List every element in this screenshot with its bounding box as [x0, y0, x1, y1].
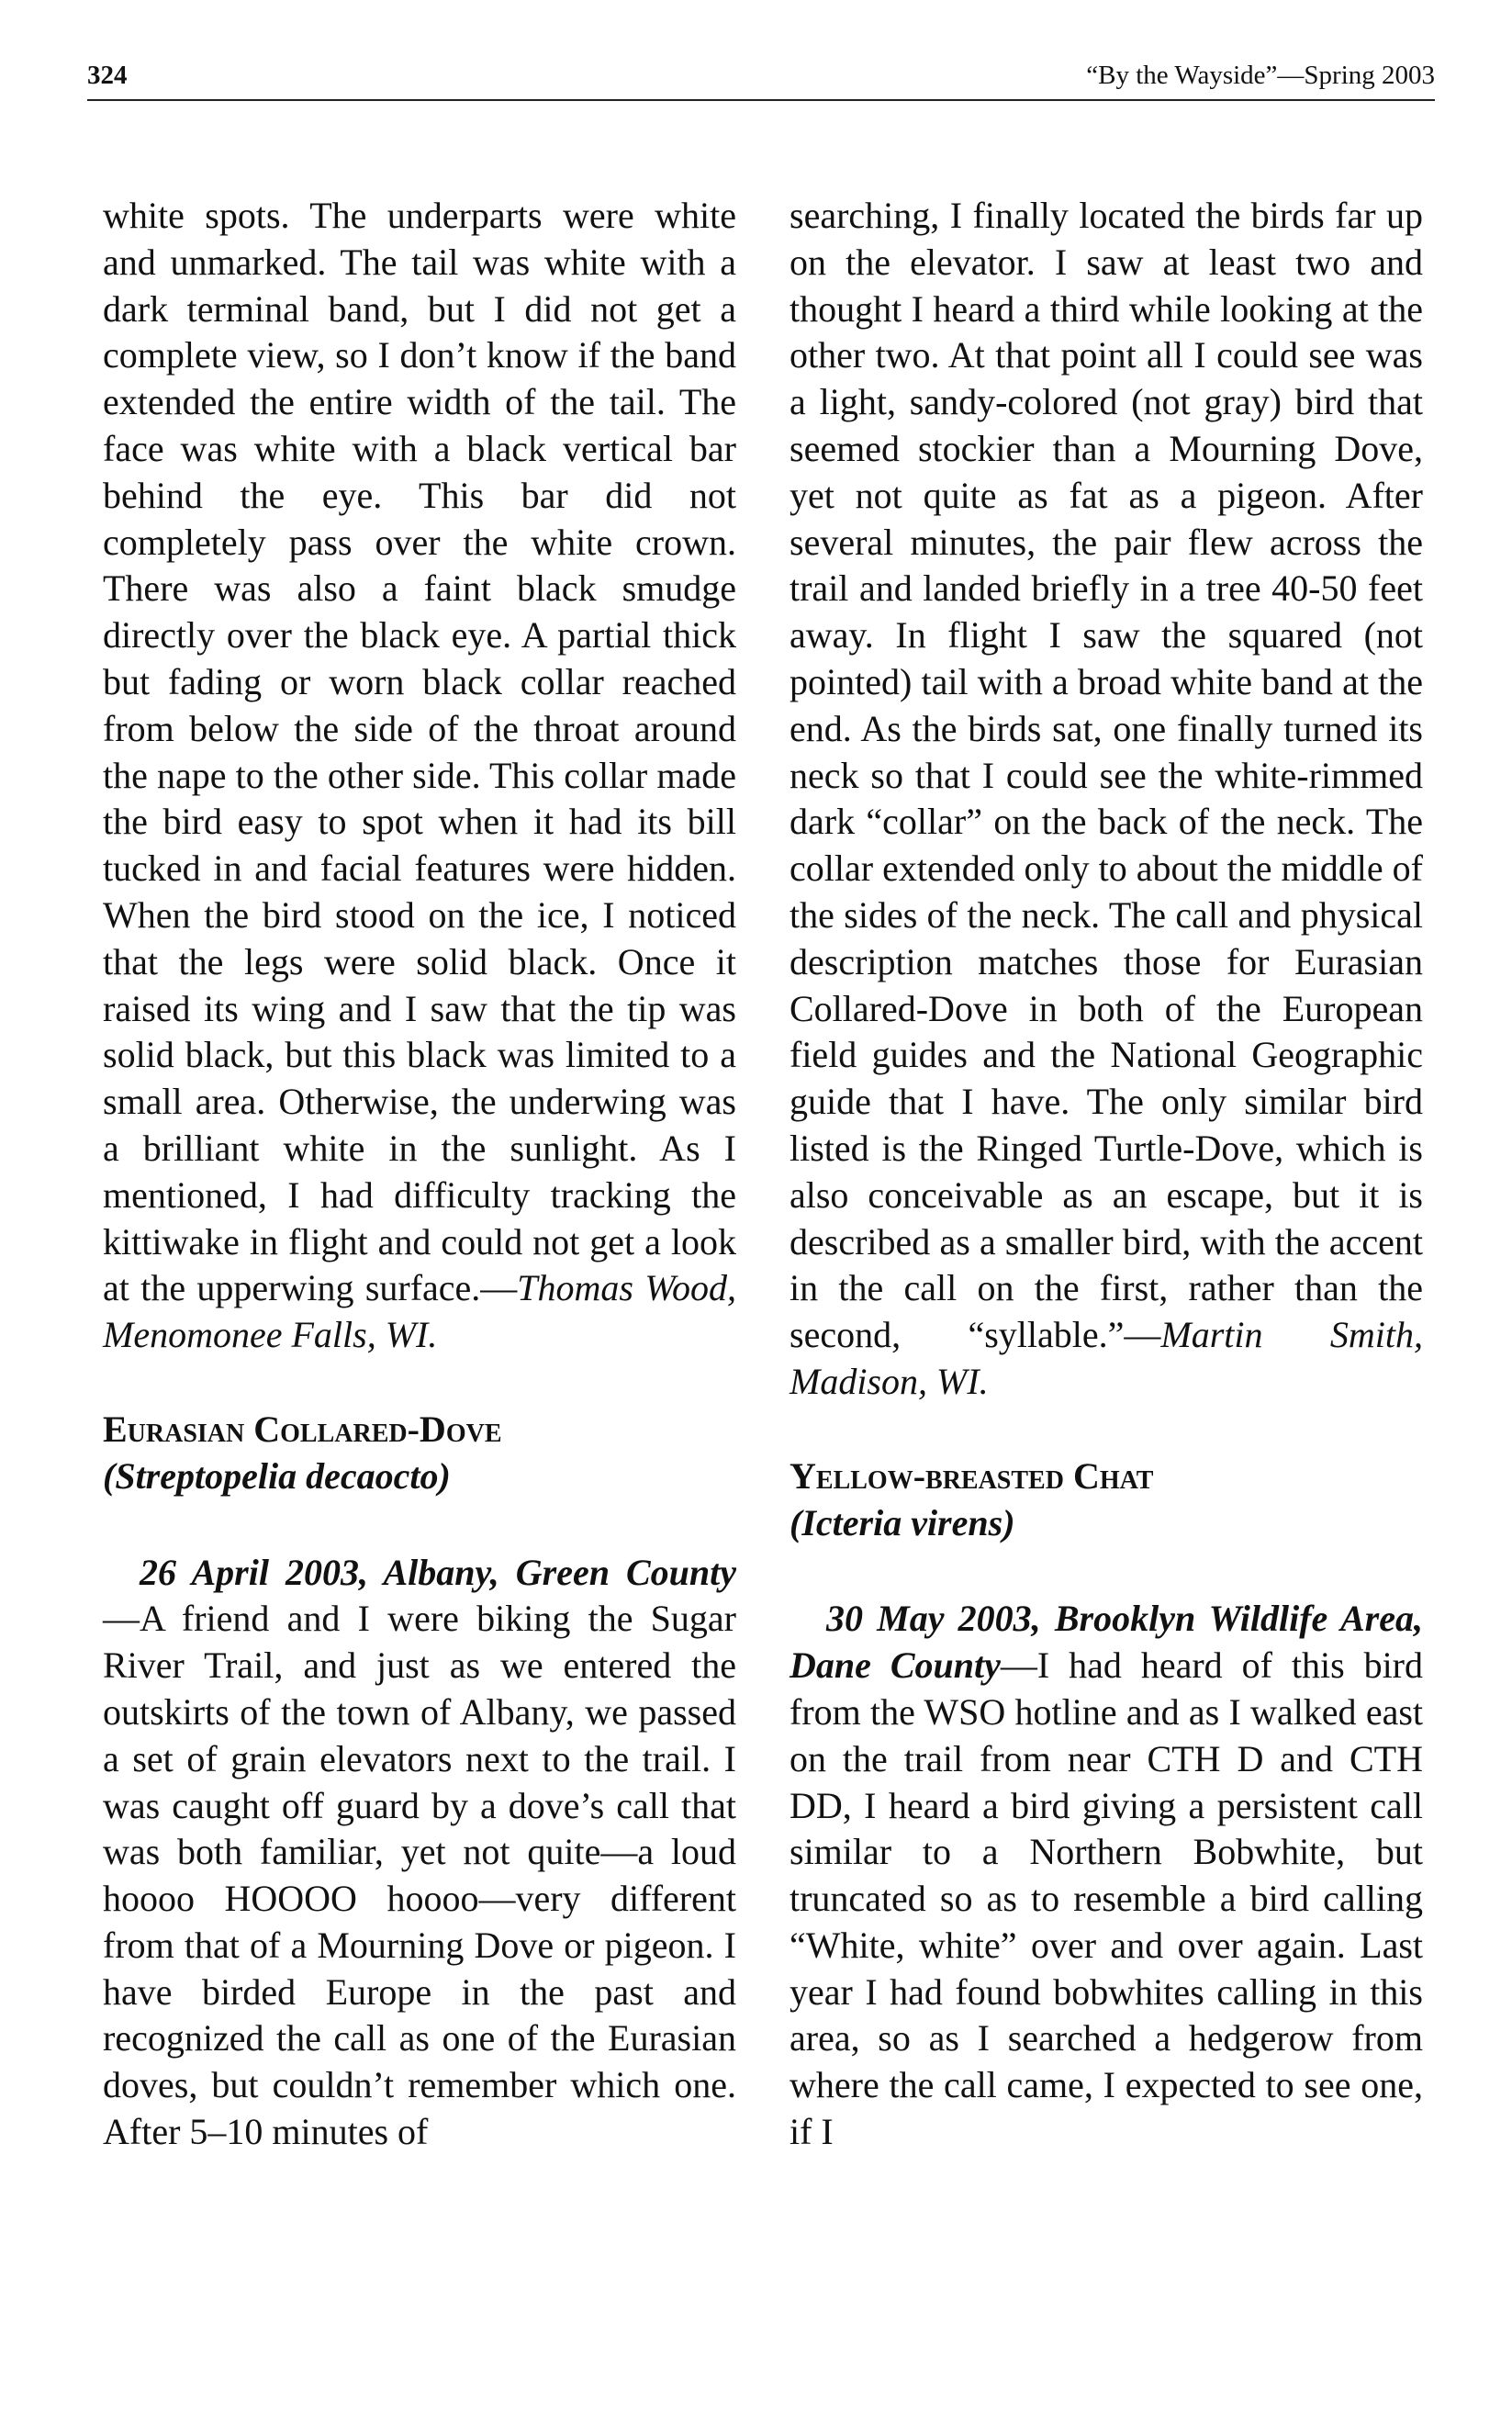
collared-dove-account-text: —A friend and I were biking the Sugar River Trail, and just as we entered the outskirts of the town of Albany, we passed a set of grain elevators next to the trail. I was caught off guard by a dove’s call that was both familiar, yet not quite—a loud hoooo HOOOO hoooo—very different from that of a Mourning Dove or pigeon. I have birded Europe in the past and recognized the call as one of the Eurasian doves, but couldn’t remember which one. After 5–10 minutes of	[103, 1598, 736, 2153]
section-spacer	[790, 1546, 1423, 1596]
sighting-date-location: 26 April 2003, Albany, Green County	[140, 1551, 736, 1593]
section-spacer	[790, 1406, 1423, 1453]
yellow-breasted-chat-account	[790, 1596, 1423, 2156]
species-scientific-name: (Icteria virens)	[790, 1501, 1015, 1543]
right-column	[790, 193, 1423, 2156]
collared-dove-continued-text: searching, I finally located the birds far up on the elevator. I saw at least two and thought I heard a third while looking at the other two. At that point all I could see was a light, sandy-colored (not gray) bird that seemed stockier than a Mourning Dove, yet not quite as fat as a pigeon. After several minutes, the pair flew across the trail and landed briefly in a tree 40-50 feet away. In flight I saw the squared (not pointed) tail with a broad white band at the end. As the birds sat, one finally turned its neck so that I could see the white-rimmed dark “collar” on the back of the neck. The collar extended only to about the middle of the sides of the neck. The call and physical description matches those for Eurasian Collared-Dove in both of the European field guides and the National Geographic guide that I have. The only similar bird listed is the Ringed Turtle-Dove, which is also conceivable as an escape, but it is described as a smaller bird, with the accent in the call on the first, rather than the second, “syllable.”—	[790, 195, 1423, 1356]
header-rule	[87, 99, 1435, 101]
species-common-name: Eurasian Collared-Dove	[103, 1408, 502, 1450]
species-scientific-name: (Streptopelia decaocto)	[103, 1454, 451, 1497]
kittiwake-account-text: white spots. The underparts were white and unmarked. The tail was white with a dark terminal band, but I did not get a complete view, so I don’t know if the band extended the entire width of the tail. The face was white with a black vertical bar behind the eye. This bar did not completely pass over the white crown. There was also a faint black smudge directly over the black eye. A partial thick but fading or worn black collar reached from below the side of the throat around the nape to the other side. This collar made the bird easy to spot when it had its bill tucked in and facial features were hidden. When the bird stood on the ice, I noticed that the legs were solid black. Once it raised its wing and I saw that the tip was solid black, but this black was limited to a small area. Otherwise, the underwing was a brilliant white in the sunlight. As I mentioned, I had difficulty tracking the kittiwake in flight and could not get a look at the upperwing surface.—	[103, 195, 736, 1309]
observer-credit: Martin Smith, Madison, WI.	[790, 1314, 1423, 1402]
species-common-name: Yellow-breasted Chat	[790, 1454, 1154, 1497]
left-column	[103, 193, 736, 2156]
species-heading-collared-dove	[103, 1407, 736, 1500]
observer-credit: Thomas Wood, Menomonee Falls, WI.	[103, 1267, 736, 1356]
sighting-date-location: 30 May 2003, Brooklyn Wildlife Area, Dane County	[790, 1598, 1423, 1687]
kittiwake-account-continued	[103, 193, 736, 1359]
section-spacer	[103, 1359, 736, 1407]
yellow-breasted-chat-account-text: —I had heard of this bird from the WSO hotline and as I walked east on the trail from near CTH D and CTH DD, I heard a bird giving a persistent call similar to a Northern Bobwhite, but truncated so as to resemble a bird calling “White, white” over and over again. Last year I had found bobwhites calling in this area, so as I searched a hedgerow from where the call came, I expected to see one, if I	[790, 1644, 1423, 2153]
section-spacer	[103, 1500, 736, 1550]
running-title: “By the Wayside”—Spring 2003	[1086, 61, 1435, 90]
collared-dove-account-continued	[790, 193, 1423, 1406]
page-number: 324	[87, 61, 128, 90]
collared-dove-account	[103, 1550, 736, 2156]
species-heading-yellow-breasted-chat	[790, 1453, 1423, 1547]
